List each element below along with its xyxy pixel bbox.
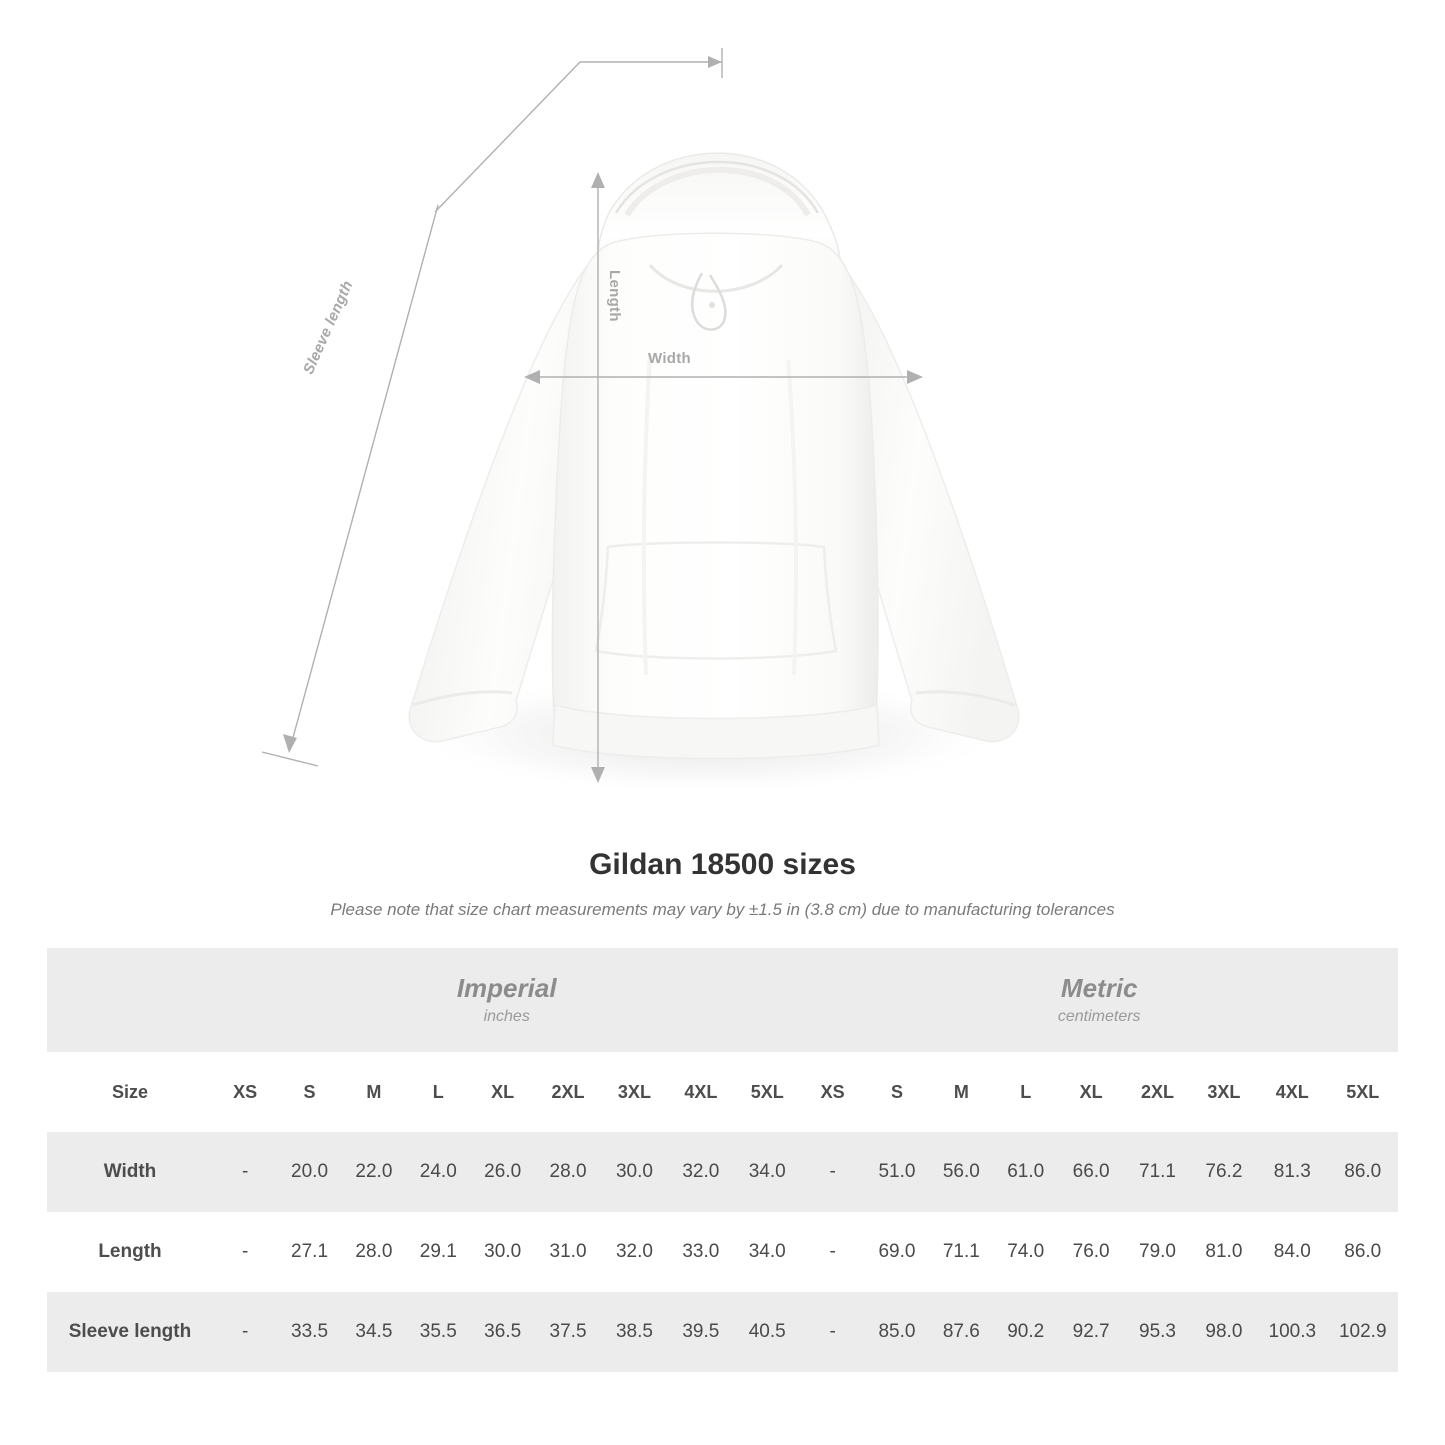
cell-sleeve-imperial-5xl: 40.5 xyxy=(734,1292,800,1372)
cell-sleeve-metric-s: 85.0 xyxy=(865,1292,929,1372)
header-imperial-xs: XS xyxy=(213,1052,277,1132)
cell-sleeve-imperial-2xl: 37.5 xyxy=(535,1292,601,1372)
hoodie-image xyxy=(350,95,1050,795)
unit-sub-metric: centimeters xyxy=(1057,1008,1141,1026)
cell-length-imperial-l: 29.1 xyxy=(406,1212,470,1292)
unit-sub-imperial: inches xyxy=(483,1008,530,1026)
header-imperial-5xl: 5XL xyxy=(734,1052,800,1132)
row-label-sleeve-length: Sleeve length xyxy=(47,1292,213,1372)
cell-width-metric-3xl: 76.2 xyxy=(1191,1132,1257,1212)
unit-name-metric: Metric xyxy=(1060,972,1138,1003)
header-metric-5xl: 5XL xyxy=(1328,1052,1399,1132)
header-metric-2xl: 2XL xyxy=(1124,1052,1190,1132)
cell-width-metric-4xl: 81.3 xyxy=(1257,1132,1327,1212)
cell-length-imperial-4xl: 33.0 xyxy=(668,1212,734,1292)
unit-group-imperial xyxy=(213,948,800,1052)
cell-sleeve-metric-5xl: 102.9 xyxy=(1328,1292,1399,1372)
cell-width-imperial-xl: 26.0 xyxy=(470,1132,534,1212)
header-metric-xs: XS xyxy=(800,1052,864,1132)
cell-width-metric-xs: - xyxy=(800,1132,864,1212)
cell-length-imperial-2xl: 31.0 xyxy=(535,1212,601,1292)
cell-width-metric-l: 61.0 xyxy=(994,1132,1058,1212)
cell-sleeve-imperial-l: 35.5 xyxy=(406,1292,470,1372)
column-header-row xyxy=(47,1052,1398,1132)
cell-sleeve-imperial-m: 34.5 xyxy=(342,1292,406,1372)
cell-sleeve-imperial-4xl: 39.5 xyxy=(668,1292,734,1372)
header-imperial-xl: XL xyxy=(470,1052,534,1132)
cell-width-imperial-m: 22.0 xyxy=(342,1132,406,1212)
header-imperial-2xl: 2XL xyxy=(535,1052,601,1132)
cell-sleeve-metric-m: 87.6 xyxy=(929,1292,993,1372)
cell-width-imperial-2xl: 28.0 xyxy=(535,1132,601,1212)
header-metric-4xl: 4XL xyxy=(1257,1052,1327,1132)
page-title: Gildan 18500 sizes xyxy=(589,848,856,881)
cell-width-metric-2xl: 71.1 xyxy=(1124,1132,1190,1212)
row-label-length: Length xyxy=(47,1212,213,1292)
cell-length-imperial-5xl: 34.0 xyxy=(734,1212,800,1292)
size-table-wrapper xyxy=(47,948,1398,1372)
cell-sleeve-imperial-s: 33.5 xyxy=(277,1292,341,1372)
title-block xyxy=(0,848,1445,920)
cell-length-metric-xl: 76.0 xyxy=(1058,1212,1124,1292)
cell-length-metric-s: 69.0 xyxy=(865,1212,929,1292)
header-metric-xl: XL xyxy=(1058,1052,1124,1132)
cell-sleeve-metric-4xl: 100.3 xyxy=(1257,1292,1327,1372)
cell-width-imperial-xs: - xyxy=(213,1132,277,1212)
header-metric-l: L xyxy=(994,1052,1058,1132)
cell-width-metric-s: 51.0 xyxy=(865,1132,929,1212)
cell-length-metric-3xl: 81.0 xyxy=(1191,1212,1257,1292)
unit-header-row xyxy=(47,948,1398,1052)
cell-width-imperial-l: 24.0 xyxy=(406,1132,470,1212)
cell-width-metric-xl: 66.0 xyxy=(1058,1132,1124,1212)
cell-sleeve-imperial-3xl: 38.5 xyxy=(601,1292,667,1372)
size-table xyxy=(47,948,1398,1372)
cell-sleeve-metric-l: 90.2 xyxy=(994,1292,1058,1372)
cell-sleeve-imperial-xs: - xyxy=(213,1292,277,1372)
cell-width-imperial-3xl: 30.0 xyxy=(601,1132,667,1212)
cell-length-metric-m: 71.1 xyxy=(929,1212,993,1292)
cell-sleeve-metric-3xl: 98.0 xyxy=(1191,1292,1257,1372)
cell-width-metric-5xl: 86.0 xyxy=(1328,1132,1399,1212)
header-metric-m: M xyxy=(929,1052,993,1132)
table-row-length xyxy=(47,1212,1398,1292)
cell-length-metric-l: 74.0 xyxy=(994,1212,1058,1292)
unit-name-imperial: Imperial xyxy=(456,972,557,1003)
cell-sleeve-metric-xs: - xyxy=(800,1292,864,1372)
header-metric-s: S xyxy=(865,1052,929,1132)
header-size: Size xyxy=(47,1052,213,1132)
cell-length-imperial-xs: - xyxy=(213,1212,277,1292)
cell-length-imperial-3xl: 32.0 xyxy=(601,1212,667,1292)
label-length: Length xyxy=(606,270,623,322)
cell-length-imperial-m: 28.0 xyxy=(342,1212,406,1292)
header-imperial-m: M xyxy=(342,1052,406,1132)
label-sleeve-length: Sleeve length xyxy=(300,278,357,377)
cell-sleeve-metric-2xl: 95.3 xyxy=(1124,1292,1190,1372)
cell-width-imperial-5xl: 34.0 xyxy=(734,1132,800,1212)
header-metric-3xl: 3XL xyxy=(1191,1052,1257,1132)
table-row-sleeve-length xyxy=(47,1292,1398,1372)
header-imperial-l: L xyxy=(406,1052,470,1132)
label-width: Width xyxy=(648,350,692,367)
hoodie-icon xyxy=(350,95,1050,795)
cell-width-imperial-s: 20.0 xyxy=(277,1132,341,1212)
unit-header-spacer xyxy=(47,948,213,1052)
row-label-width: Width xyxy=(47,1132,213,1212)
cell-sleeve-metric-xl: 92.7 xyxy=(1058,1292,1124,1372)
cell-length-metric-4xl: 84.0 xyxy=(1257,1212,1327,1292)
header-imperial-4xl: 4XL xyxy=(668,1052,734,1132)
cell-length-imperial-xl: 30.0 xyxy=(470,1212,534,1292)
cell-sleeve-imperial-xl: 36.5 xyxy=(470,1292,534,1372)
cell-length-metric-5xl: 86.0 xyxy=(1328,1212,1399,1292)
tolerance-note: Please note that size chart measurements may vary by ±1.5 in (3.8 cm) due to manufacturing tolerances xyxy=(330,900,1115,919)
unit-group-metric xyxy=(800,948,1398,1052)
cell-length-metric-2xl: 79.0 xyxy=(1124,1212,1190,1292)
cell-width-metric-m: 56.0 xyxy=(929,1132,993,1212)
header-imperial-s: S xyxy=(277,1052,341,1132)
cell-length-imperial-s: 27.1 xyxy=(277,1212,341,1292)
header-imperial-3xl: 3XL xyxy=(601,1052,667,1132)
cell-length-metric-xs: - xyxy=(800,1212,864,1292)
cell-width-imperial-4xl: 32.0 xyxy=(668,1132,734,1212)
table-row-width xyxy=(47,1132,1398,1212)
